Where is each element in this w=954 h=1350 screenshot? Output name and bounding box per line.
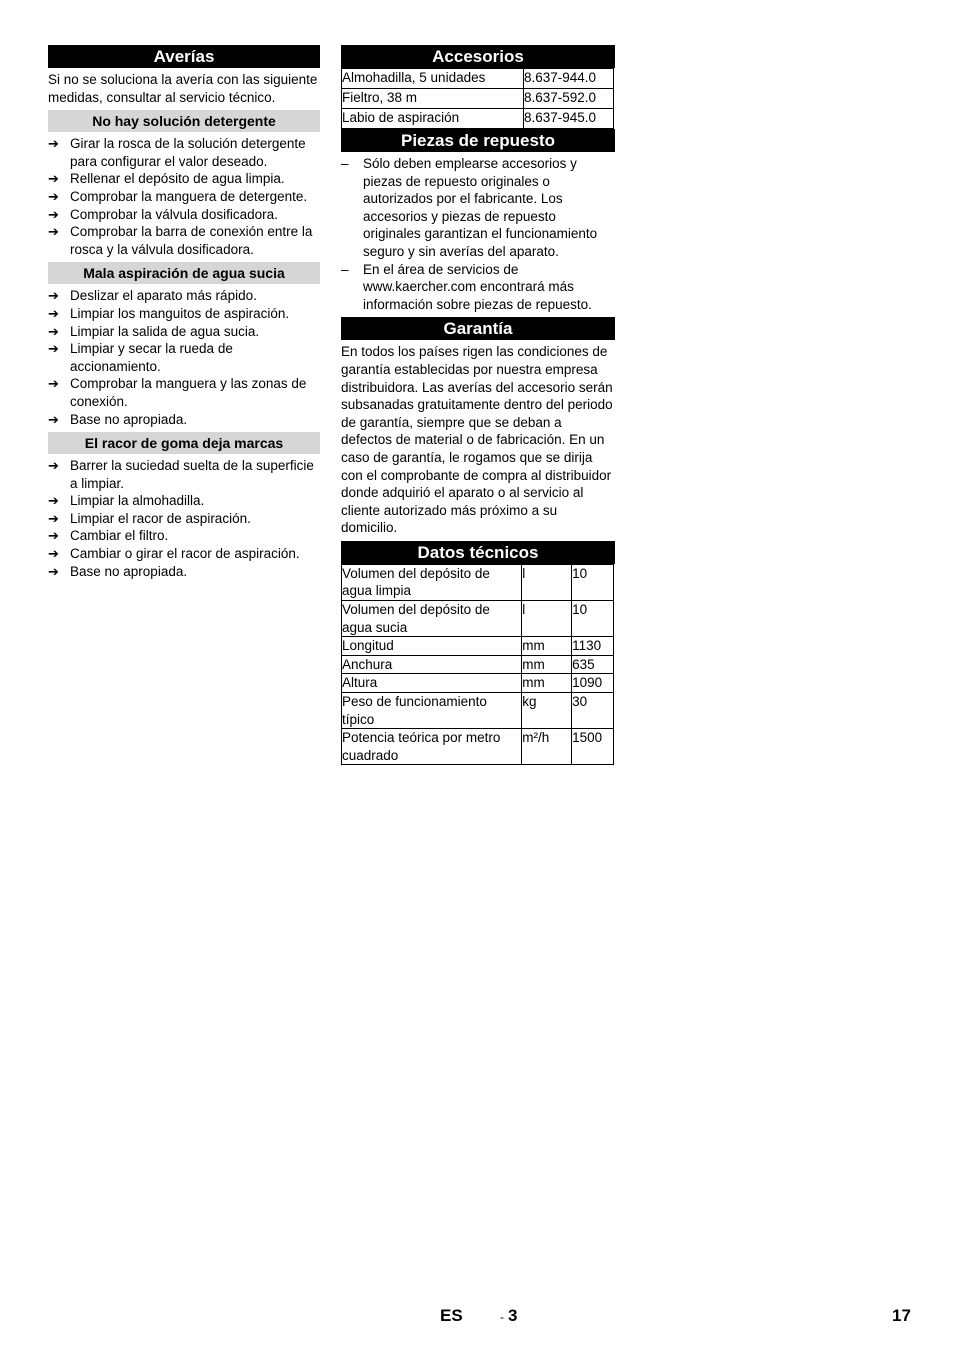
footer-section-page (500, 1306, 517, 1326)
dash-icon: – (341, 156, 349, 171)
arrow-icon: ➔ (48, 171, 59, 187)
list-item (48, 135, 320, 170)
left-column (48, 45, 320, 584)
arrow-icon: ➔ (48, 341, 59, 357)
arrow-icon: ➔ (48, 493, 59, 509)
arrow-icon: ➔ (48, 510, 59, 526)
spec-name: Potencia teórica por metro cuadrado (342, 729, 522, 765)
list-item (48, 323, 320, 341)
arrow-icon: ➔ (48, 136, 59, 152)
accessory-part-number: 8.637-945.0 (524, 109, 614, 129)
list-item (48, 411, 320, 429)
averias-groups (48, 110, 320, 580)
list-item-text: Comprobar la manguera y las zonas de conexión. (70, 376, 307, 409)
list-item-text: Rellenar el depósito de agua limpia. (70, 171, 285, 187)
list-item-text: Limpiar y secar la rueda de accionamiento. (70, 341, 233, 374)
list-item (48, 206, 320, 224)
accessory-part-number: 8.637-944.0 (524, 69, 614, 89)
footer-page-number: 17 (892, 1306, 911, 1325)
averias-remedy-list (48, 135, 320, 258)
spec-value: 1130 (572, 637, 614, 656)
list-item (48, 510, 320, 528)
accesorios-table (341, 68, 614, 129)
spec-name: Volumen del depósito de agua limpia (342, 564, 522, 600)
arrow-icon: ➔ (48, 411, 59, 427)
arrow-icon: ➔ (48, 546, 59, 562)
list-item-text: Limpiar la almohadilla. (70, 493, 205, 509)
averias-remedy-list (48, 457, 320, 580)
list-item-text: Cambiar el filtro. (70, 528, 169, 544)
spec-name: Altura (342, 674, 522, 693)
averias-intro: Si no se soluciona la avería con las siguiente medidas, consultar al servicio técnico. (48, 72, 318, 105)
table-row (342, 693, 614, 729)
list-item-text: Cambiar o girar el racor de aspiración. (70, 546, 300, 562)
spec-unit: mm (522, 655, 572, 674)
spec-value: 10 (572, 564, 614, 600)
right-column (341, 45, 615, 765)
accessory-name: Labio de aspiración (342, 109, 524, 129)
arrow-icon: ➔ (48, 224, 59, 240)
list-item-text: Comprobar la válvula dosificadora. (70, 206, 278, 222)
list-item-text: Comprobar la barra de conexión entre la rosca y la válvula dosificadora. (70, 224, 313, 257)
garantia-title: Garantía (341, 317, 615, 340)
list-item (48, 340, 320, 375)
spec-value: 635 (572, 655, 614, 674)
spec-value: 30 (572, 693, 614, 729)
spec-unit: l (522, 601, 572, 637)
footer-language: ES (440, 1306, 463, 1325)
list-item-text: Limpiar el racor de aspiración. (70, 510, 251, 526)
table-row (342, 601, 614, 637)
accessory-name: Fieltro, 38 m (342, 89, 524, 109)
arrow-icon: ➔ (48, 458, 59, 474)
table-row (342, 729, 614, 765)
list-item-text: Limpiar los manguitos de aspiración. (70, 305, 290, 321)
list-item-text: Base no apropiada. (70, 563, 188, 579)
spec-unit: m²/h (522, 729, 572, 765)
list-item-text: Deslizar el aparato más rápido. (70, 288, 257, 304)
repuesto-list (341, 155, 615, 313)
list-item (48, 545, 320, 563)
accesorios-title: Accesorios (341, 45, 615, 68)
spec-value: 1500 (572, 729, 614, 765)
spec-unit: l (522, 564, 572, 600)
arrow-icon: ➔ (48, 188, 59, 204)
accessory-part-number: 8.637-592.0 (524, 89, 614, 109)
table-row (342, 655, 614, 674)
arrow-icon: ➔ (48, 206, 59, 222)
list-item (48, 287, 320, 305)
list-item (48, 375, 320, 410)
footer-dash: - (500, 1310, 504, 1324)
arrow-icon: ➔ (48, 323, 59, 339)
list-item (48, 170, 320, 188)
list-item (48, 563, 320, 581)
arrow-icon: ➔ (48, 305, 59, 321)
list-item (48, 223, 320, 258)
spec-unit: kg (522, 693, 572, 729)
averias-subsection-title: Mala aspiración de agua sucia (48, 262, 320, 284)
list-item (48, 457, 320, 492)
spec-name: Peso de funcionamiento típico (342, 693, 522, 729)
averias-subsection-title: El racor de goma deja marcas (48, 432, 320, 454)
list-item-text: Sólo deben emplearse accesorios y piezas de repuesto originales o autorizados por el fabricante. Los accesorios y piezas de repuesto originales garantizan el funcionamiento seguro y sin averías del aparato. (363, 156, 598, 259)
averias-remedy-list (48, 287, 320, 428)
arrow-icon: ➔ (48, 563, 59, 579)
list-item-text: Comprobar la manguera de detergente. (70, 188, 308, 204)
accessory-name: Almohadilla, 5 unidades (342, 69, 524, 89)
list-item (48, 492, 320, 510)
datos-table (341, 564, 614, 766)
repuesto-title: Piezas de repuesto (341, 129, 615, 152)
spec-name: Anchura (342, 655, 522, 674)
datos-title: Datos técnicos (341, 541, 615, 564)
list-item-text: Limpiar la salida de agua sucia. (70, 323, 260, 339)
averias-title: Averías (48, 45, 320, 68)
table-row (342, 637, 614, 656)
dash-icon: – (341, 261, 349, 277)
averias-subsection-title: No hay solución detergente (48, 110, 320, 132)
table-row (342, 69, 614, 89)
dash-list-item (341, 155, 615, 261)
list-item-text: Barrer la suciedad suelta de la superficie a limpiar. (70, 458, 314, 491)
table-row (342, 564, 614, 600)
footer-section-page-number: 3 (508, 1306, 518, 1325)
table-row (342, 89, 614, 109)
dash-list-item (341, 261, 615, 314)
spec-name: Volumen del depósito de agua sucia (342, 601, 522, 637)
list-item (48, 188, 320, 206)
arrow-icon: ➔ (48, 528, 59, 544)
list-item (48, 527, 320, 545)
list-item-text: Base no apropiada. (70, 411, 188, 427)
table-row (342, 674, 614, 693)
spec-unit: mm (522, 637, 572, 656)
garantia-text: En todos los países rigen las condiciones de garantía establecidas por nuestra empresa distribuidora. Las averías del accesorio serán subsanadas gratuitamente dentro del periodo de garantía, siempre que se deban a defectos de material o de fabricación. En un caso de garantía, le rogamos que se dirija con el comprobante de compra al distribuidor donde adquirió el aparato o al servicio al cliente autorizado más próximo a su domicilio. (341, 344, 613, 536)
list-item (48, 305, 320, 323)
list-item-text: Girar la rosca de la solución detergente para configurar el valor deseado. (70, 136, 306, 169)
list-item-text: En el área de servicios de www.kaercher.com encontrará más información sobre piezas de repuesto. (363, 261, 592, 312)
spec-value: 10 (572, 601, 614, 637)
table-row (342, 109, 614, 129)
arrow-icon: ➔ (48, 288, 59, 304)
spec-unit: mm (522, 674, 572, 693)
spec-value: 1090 (572, 674, 614, 693)
arrow-icon: ➔ (48, 376, 59, 392)
spec-name: Longitud (342, 637, 522, 656)
